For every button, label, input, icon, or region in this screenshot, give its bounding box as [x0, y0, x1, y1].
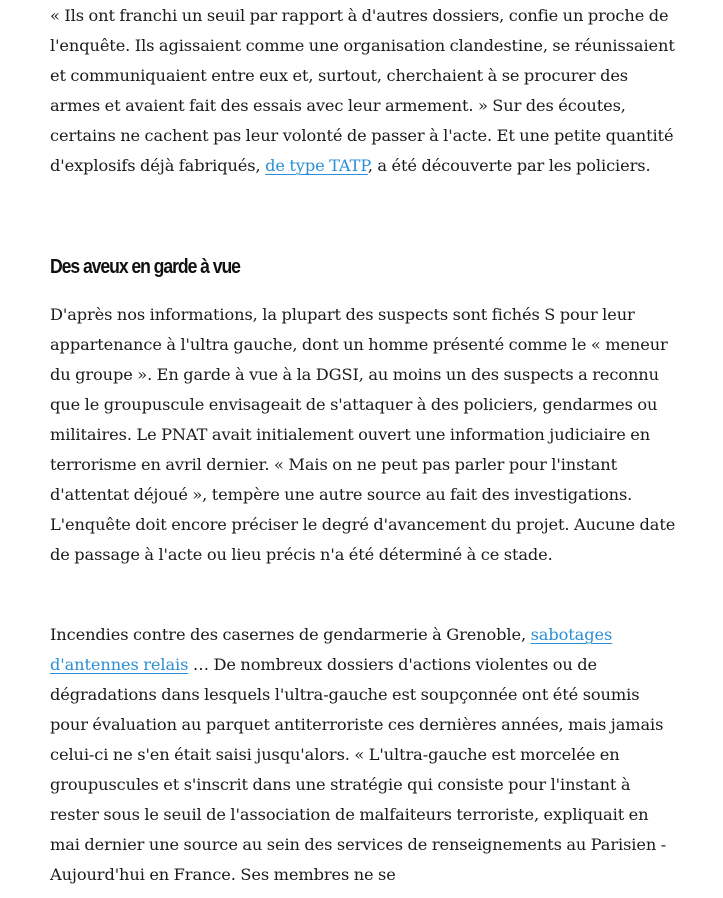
- link-sabotages-antennes[interactable]: sabotages d'antennes relais: [50, 625, 613, 674]
- paragraph-2: D'après nos informations, la plupart des suspects sont fichés S pour leur appartenance à l'ultra gauche, dont un homme présenté comme le « meneur du groupe ». En garde à vue à la DGSI, au moins un des suspects a reconnu que le groupuscule envisageait de s'attaquer à des policiers, gendarmes ou militaires. Le PNAT avait initialement ouvert une information judiciaire en terrorisme en avril dernier. « Mais on ne peut pas parler pour l'instant d'attentat déjoué », tempère une autre source au fait des investigations. L'enquête doit encore préciser le degré d'avancement du projet. Aucune date de passage à l'acte ou lieu précis n'a été déterminé à ce stade.: [50, 305, 676, 564]
- paragraph-3: [50, 620, 680, 890]
- paragraph-1: [50, 1, 680, 181]
- paragraph-3-after: … De nombreux dossiers d'actions violentes ou de dégradations dans lesquels l'ultra-gauche est soupçonnée ont été soumis pour évaluation au parquet antiterroriste ces dernières années, mais jamais celui-ci ne s'en était saisi jusqu'alors. « L'ultra-gauche est morcelée en groupuscules et s'inscrit dans une stratégie qui consiste pour l'instant à rester sous le seuil de l'association de malfaiteurs terroriste, expliquait en mai dernier une source au sein des services de renseignements au Parisien - Aujourd'hui en France. Ses membres ne se: [50, 655, 667, 884]
- paragraph-3-before: Incendies contre des casernes de gendarmerie à Grenoble,: [50, 625, 527, 644]
- section-heading: Des aveux en garde à vue: [50, 256, 240, 278]
- paragraph-1-after: , a été découverte par les policiers.: [367, 156, 651, 175]
- paragraph-1-text: « Ils ont franchi un seuil par rapport à d'autres dossiers, confie un proche de l'enquête. Ils agissaient comme une organisation clandestine, se réunissaient et communiquaient entre eux et, surtout, cherchaient à se procurer des armes et avaient fait des essais avec leur armement. » Sur des écoutes, certains ne cachent pas leur volonté de passer à l'acte. Et une petite quantité d'explosifs déjà fabriqués,: [50, 6, 675, 175]
- link-type-tatp[interactable]: de type TATP: [265, 156, 368, 175]
